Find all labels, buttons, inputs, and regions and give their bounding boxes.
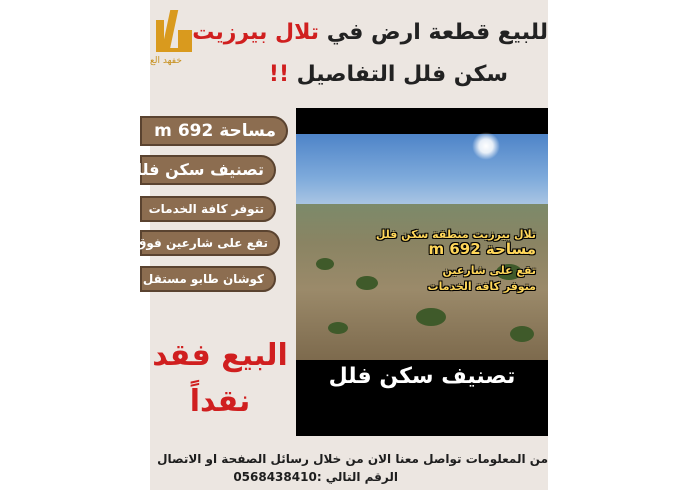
photo-overlay-line: مساحة 692 m	[428, 240, 536, 258]
sale-terms-line2: نقداً	[189, 384, 251, 419]
feature-area-label: مساحة 692 m	[154, 121, 276, 141]
land-photo	[296, 108, 548, 436]
photo-overlay-line: تقع على شارعين	[442, 264, 536, 277]
title-highlight: تلال بيرزيت	[192, 20, 320, 45]
contact-phone: الرقم التالي :0568438410	[233, 470, 398, 484]
photo-caption: تصنيف سكن فلل	[328, 364, 516, 389]
feature-classification	[128, 155, 276, 185]
subtitle-text: سكن فلل التفاصيل	[296, 62, 508, 87]
feature-services	[140, 196, 276, 222]
sale-terms-line1: البيع فقد	[152, 338, 288, 373]
feature-classification-label: تصنيف سكن فلل	[128, 160, 264, 179]
feature-streets-label: تقع على شارعين فوق وجا	[110, 236, 268, 250]
contact-info-line1: من المعلومات تواصل معنا الان من خلال رسائل الصفحة او الاتصال	[157, 452, 548, 466]
feature-services-label: تتوفر كافة الخدمات	[148, 202, 264, 216]
ad-subtitle	[257, 62, 508, 87]
exclamation-mark: !!	[268, 62, 289, 87]
company-logo	[150, 4, 198, 64]
photo-overlay-line: تلال بيرزيت منطقة سكن فلل	[375, 228, 536, 241]
feature-streets	[110, 230, 280, 256]
feature-deed	[140, 266, 276, 292]
photo-overlay-line: متوفر كافة الخدمات	[427, 280, 536, 293]
sky	[296, 134, 548, 214]
feature-area	[140, 116, 288, 146]
title-prefix: للبيع قطعة ارض في	[326, 20, 548, 45]
ad-title	[192, 20, 548, 45]
feature-deed-label: كوشان طابو مستقل	[142, 272, 264, 286]
sun-glare	[472, 132, 500, 160]
logo-text: خفهد الع	[150, 56, 182, 66]
ad-poster	[110, 0, 548, 490]
